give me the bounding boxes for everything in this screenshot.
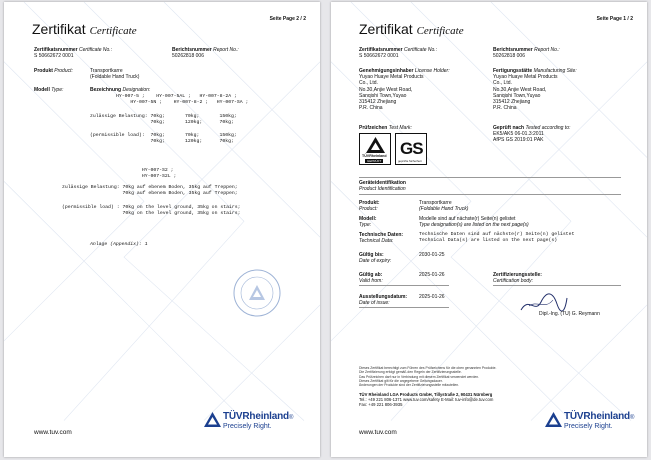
certificate-page-2: Seite Page 2 / 2 Zertifikat Certificate Zertifikatsnummer Certificate No.: S 50662672 0001 Berichtsnummer Report No.: 50262818 006 Produkt Product: Transportkarre (Foldable Hand Truck) Modell Type: Bezeichnung Designation: HY-007-5 ; HY-007-5AL ; HY-007-8-2A ; HY-007-5N ; HY-007-8-2 ; HY-007-SA ; zulässige Belastung: 70kg; 70kg; 150kg; 70kg; 120kg; 70kg; (permissible load): 70kg; 70kg; 150kg; 70kg; 120kg; 70kg; HY-007-S2 ; HY-007-S2L ; zulässige Belastung: 70kg auf ebenem Boden, 35kg auf Treppen; 70kg auf ebenem Boden, 35kg auf Treppen; (permissible load) : 70kg on the level ground, 35kg on stairs; 70kg on the level ground, 35kg on stairs; Anlage (Appendix): 1 www.tuv.com TÜVRheinland® Precisely Right.: [4, 2, 320, 457]
divider: [493, 285, 621, 286]
page-title: Zertifikat Certificate: [32, 21, 137, 37]
valid-from-value: 2025-01-26: [419, 272, 445, 278]
footer-url: www.tuv.com: [359, 429, 397, 436]
valid-from-label: Gültig ab: Valid from:: [359, 272, 383, 285]
signer-name: Dipl.-Ing. (TU) G. Reymann: [539, 311, 600, 317]
cert-no-block: Zertifikatsnummer Certificate No.: S 50662672 0001: [359, 47, 438, 60]
id-row-type-label: Modell: Type:: [359, 216, 377, 229]
id-row-product-label: Produkt: Product:: [359, 200, 380, 213]
certification-seal: [232, 268, 282, 318]
id-row-type-value: Modelle sind auf nächste(r) Seite(n) gelistet Type designation(s) are listed on the next page(s): [419, 216, 529, 229]
id-row-techdata-label: Technische Daten: Technical Data:: [359, 232, 404, 245]
model-list-2: HY-007-S2 ; HY-007-S2L ;: [141, 168, 177, 180]
id-row-expiry-value: 2030-01-25: [419, 252, 445, 258]
certification-body-label: Zertifizierungsstelle: Certification body:: [493, 272, 542, 285]
page-number: Seite Page 1 / 2: [596, 16, 633, 22]
product-label: Produkt Product:: [34, 68, 73, 74]
id-row-techdata-value: Technische Daten sind auf nächste(r) Seite(n) gelistet Technical Data(s) are listed on the next page(s): [419, 232, 575, 244]
legal-small-print: Dieses Zertifikat berechtigt zum Führen des Prüfzeichens für die oben genannten Produkte. Die Zertifizierung erfolgt gemäß den Regeln der Zertifizierungsstelle. Das Prüfzeichen darf nur in Verbindung mit diesem Zertifikat verwendet werden. Dieses Zertifikat gilt für die angegebene Geltungsdauer. Änderungen der Produkte sind der Zertifizierungsstelle mitzuteilen.: [359, 366, 497, 388]
tuv-triangle-icon: [545, 412, 562, 427]
model-label: Modell Type:: [34, 87, 64, 93]
designation-label: Bezeichnung Designation:: [90, 87, 151, 93]
id-row-product-value: Transportkarre (Foldable Hand Truck): [419, 200, 469, 213]
test-mark-label: Prüfzeichen Test Mark:: [359, 125, 412, 131]
report-no-block: Berichtsnummer Report No.: 50262818 006: [172, 47, 239, 60]
license-holder-block: Genehmigungsinhaber License Holder: Yuyao Huaye Metal Products Co., Ltd. No.30,Anjie West Road, Sanqishi Town,Yuyao 315412 Zhejiang P.R. China: [359, 68, 450, 112]
issuer-address: TÜV Rheinland LGA Products GmbH, Tillystraße 2, 90431 Nürnberg Tel.: +49 221 806-1371 www.tuv.com/safety E-Mail: tuv-info@de.tuv.com Fax: +49 221 806-3935: [359, 392, 494, 408]
gs-test-mark: GS geprüfte Sicherheit: [395, 133, 427, 165]
tuv-test-mark: TÜVRheinland GEPRÜFT: [359, 133, 391, 165]
appendix-note: Anlage (Appendix): 1: [90, 242, 148, 247]
divider: [359, 307, 449, 308]
certificate-page-1: Seite Page 1 / 2 Zertifikat Certificate Zertifikatsnummer Certificate No.: S 50662672 0001 Berichtsnummer Report No.: 50262818 006 Genehmigungsinhaber License Holder: Yuyao Huaye Metal Products Co., Ltd. No.30,Anjie West Road, Sanqishi Town,Yuyao 315412 Zhejiang P.R. China Fertigungsstätte Manufacturing Site: Yuyao Huaye Metal Products Co., Ltd. No.30,Anjie West Road, Sanqishi Town,Yuyao 315412 Zhejiang P.R. China Prüfzeichen Test Mark: Geprüft nach Tested according to: EK5/AK5 06-01.3:2011 AfPS GS 2019:01 PAK TÜVRheinland GEPRÜFT GS geprüfte Sicherheit Geräteidentifikation Product Identification Produkt: Product: Transportkarre (Foldable Hand Truck) Modell: Type: Modelle sind auf nächste(r) Seite(n) gelistet Type designation(s) are listed on the next page(s) Technische Daten: Technical Data: Technische Daten sind auf nächste(r) Seite(n) gelistet Technical Data(s) are listed on the next page(s) Gültig bis: Date of expiry: 2030-01-25 Gültig ab: Valid from: 2025-01-26 Zertifizierungsstelle: Certification body: Ausstellungsdatum: Date of issue: 2025-01-26 Dipl.-Ing. (TU) G. Reymann Dieses Zertifikat berechtigt zum Führen des Prüfzeichens für die oben genannten Produkte. Die Zertifizierung erfolgt gemäß den Regeln der Zertifizierungsstelle. Das Prüfzeichen darf nur in Verbindung mit diesem Zertifikat verwendet werden. Dieses Zertifikat gilt für die angegebene Geltungsdauer. Änderungen der Produkte sind der Zertifizierungsstelle mitzuteilen. TÜV Rheinland LGA Products GmbH, Tillystraße 2, 90431 Nürnberg Tel.: +49 221 806-1371 www.tuv.com/safety E-Mail: tuv-info@de.tuv.com Fax: +49 221 806-3935 www.tuv.com TÜVRheinland® Precisely Right.: [331, 2, 647, 457]
load-list-en-1: (permissible load): 70kg; 70kg; 150kg; 70kg; 120kg; 70kg;: [90, 133, 237, 145]
id-row-expiry-label: Gültig bis: Date of expiry:: [359, 252, 392, 265]
date-of-issue-label: Ausstellungsdatum: Date of issue:: [359, 294, 408, 307]
tuv-triangle-icon: [204, 412, 221, 427]
load-list-de-2: zulässige Belastung: 70kg auf ebenem Boden, 35kg auf Treppen; 70kg auf ebenem Boden, 35kg auf Treppen;: [62, 185, 238, 197]
date-of-issue-value: 2025-01-26: [419, 294, 445, 300]
product-value: Transportkarre (Foldable Hand Truck): [90, 68, 140, 81]
tuv-mark-triangle-icon: [366, 137, 385, 153]
model-list-1: HY-007-5 ; HY-007-5AL ; HY-007-8-2A ; HY-007-5N ; HY-007-8-2 ; HY-007-SA ;: [116, 94, 249, 106]
tested-according-block: Geprüft nach Tested according to: EK5/AK5 06-01.3:2011 AfPS GS 2019:01 PAK: [493, 125, 571, 144]
load-list-de-1: zulässige Belastung: 70kg; 70kg; 150kg; 70kg; 120kg; 70kg;: [90, 114, 237, 126]
footer-url: www.tuv.com: [34, 429, 72, 436]
divider: [359, 177, 621, 178]
load-list-en-2: (permissible load) : 70kg on the level ground, 35kg on stairs; 70kg on the level ground, 35kg on stairs;: [62, 205, 241, 217]
page-number: Seite Page 2 / 2: [269, 16, 306, 22]
cert-no-block: Zertifikatsnummer Certificate No.: S 50662672 0001: [34, 47, 113, 60]
divider: [359, 194, 621, 195]
report-no-block: Berichtsnummer Report No.: 50262818 006: [493, 47, 560, 60]
divider: [359, 285, 449, 286]
product-identification-heading: Geräteidentifikation Product Identification: [359, 180, 406, 193]
page-title: Zertifikat Certificate: [359, 21, 464, 37]
manufacturing-site-block: Fertigungsstätte Manufacturing Site: Yuyao Huaye Metal Products Co., Ltd. No.30,Anjie West Road, Sanqishi Town,Yuyao 315412 Zhejiang P.R. China: [493, 68, 577, 112]
